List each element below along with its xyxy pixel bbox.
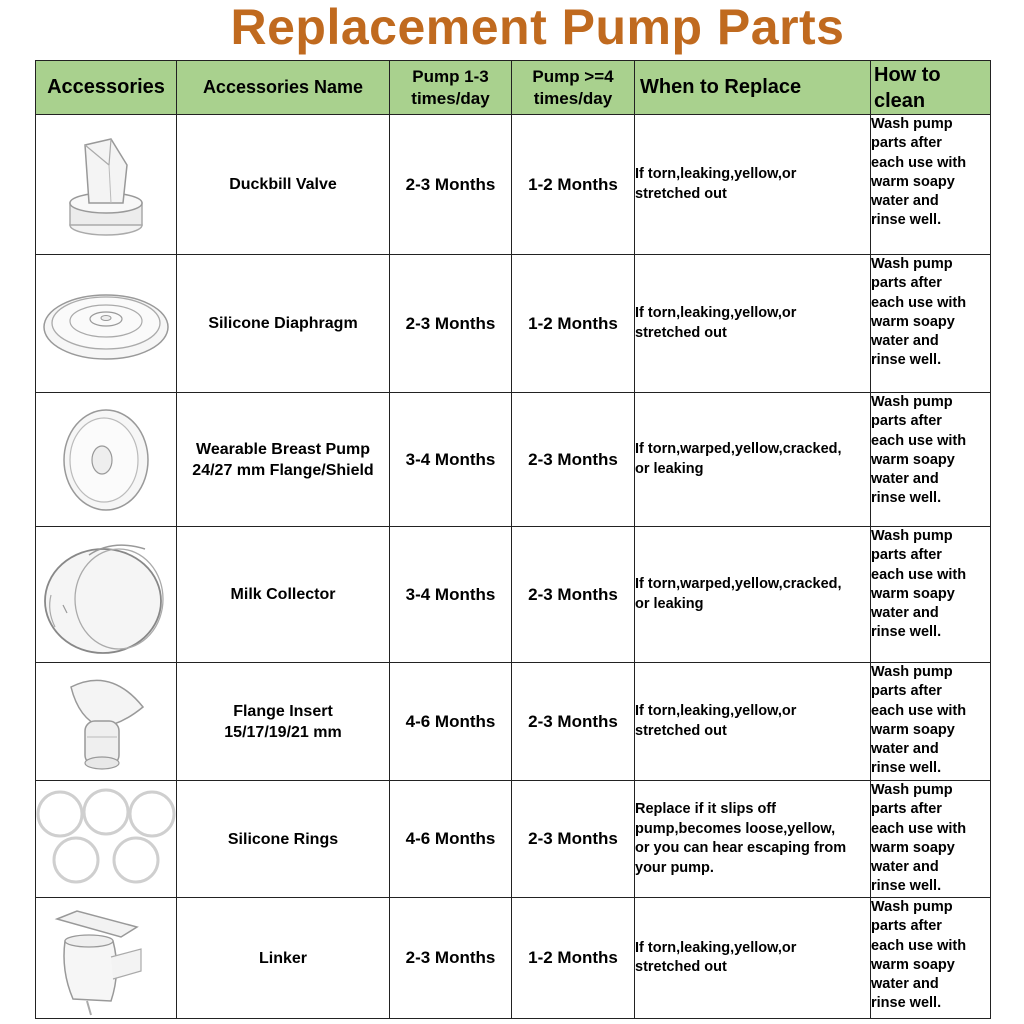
replace-interval-4-plus: 1-2 Months (512, 898, 635, 1019)
linker-image (51, 901, 161, 1016)
replace-interval-4-plus: 2-3 Months (512, 781, 635, 898)
replacement-parts-table (35, 60, 991, 1019)
when-to-replace: If torn,leaking,yellow,or stretched out (635, 255, 871, 393)
header-accessories-name: Accessories Name (177, 61, 390, 115)
header-accessories: Accessories (36, 61, 177, 115)
accessory-image-cell (36, 663, 177, 781)
accessory-name: Flange Insert 15/17/19/21 mm (177, 663, 390, 781)
accessory-name: Silicone Rings (177, 781, 390, 898)
table-row (36, 115, 991, 255)
page-title: Replacement Pump Parts (230, 0, 845, 55)
how-to-clean: Wash pump parts after each use with warm soapy water and rinse well. (871, 663, 991, 781)
header-how-to-clean: How to clean (871, 61, 991, 115)
accessory-image-cell (36, 527, 177, 663)
flange-shield-image (56, 405, 156, 515)
replace-interval-1-3: 3-4 Months (390, 527, 512, 663)
when-to-replace: If torn,leaking,yellow,or stretched out (635, 663, 871, 781)
when-to-replace: If torn,warped,yellow,cracked, or leaking (635, 393, 871, 527)
silicone-diaphragm-image (41, 279, 171, 369)
table-row (36, 898, 991, 1019)
duckbill-valve-image (51, 125, 161, 245)
how-to-clean: Wash pump parts after each use with warm soapy water and rinse well. (871, 898, 991, 1019)
replace-interval-1-3: 2-3 Months (390, 115, 512, 255)
milk-collector-image (41, 535, 171, 655)
accessory-image-cell (36, 255, 177, 393)
accessory-name: Linker (177, 898, 390, 1019)
replace-interval-1-3: 4-6 Months (390, 663, 512, 781)
accessory-image-cell (36, 115, 177, 255)
accessory-image-cell (36, 781, 177, 898)
accessory-name: Milk Collector (177, 527, 390, 663)
how-to-clean: Wash pump parts after each use with warm soapy water and rinse well. (871, 393, 991, 527)
header-pump-1-3: Pump 1-3 times/day (390, 61, 512, 115)
header-when-to-replace: When to Replace (635, 61, 871, 115)
accessory-name: Duckbill Valve (177, 115, 390, 255)
replace-interval-4-plus: 1-2 Months (512, 255, 635, 393)
replace-interval-4-plus: 2-3 Months (512, 527, 635, 663)
replace-interval-1-3: 3-4 Months (390, 393, 512, 527)
how-to-clean: Wash pump parts after each use with warm soapy water and rinse well. (871, 781, 991, 898)
table-row (36, 527, 991, 663)
flange-insert-image (51, 667, 161, 777)
when-to-replace: If torn,leaking,yellow,or stretched out (635, 115, 871, 255)
replace-interval-1-3: 2-3 Months (390, 898, 512, 1019)
silicone-rings-image (36, 784, 176, 894)
how-to-clean: Wash pump parts after each use with warm soapy water and rinse well. (871, 527, 991, 663)
how-to-clean: Wash pump parts after each use with warm soapy water and rinse well. (871, 115, 991, 255)
accessory-name: Wearable Breast Pump 24/27 mm Flange/Shield (177, 393, 390, 527)
table-row (36, 663, 991, 781)
accessory-image-cell (36, 393, 177, 527)
when-to-replace: If torn,warped,yellow,cracked, or leaking (635, 527, 871, 663)
header-row (36, 61, 991, 115)
replace-interval-4-plus: 2-3 Months (512, 663, 635, 781)
how-to-clean: Wash pump parts after each use with warm soapy water and rinse well. (871, 255, 991, 393)
table-row (36, 393, 991, 527)
when-to-replace: If torn,leaking,yellow,or stretched out (635, 898, 871, 1019)
table-row (36, 255, 991, 393)
header-pump-4-plus: Pump >=4 times/day (512, 61, 635, 115)
replace-interval-4-plus: 2-3 Months (512, 393, 635, 527)
when-to-replace: Replace if it slips off pump,becomes loose,yellow, or you can hear escaping from your pump. (635, 781, 871, 898)
replace-interval-1-3: 4-6 Months (390, 781, 512, 898)
replace-interval-4-plus: 1-2 Months (512, 115, 635, 255)
replace-interval-1-3: 2-3 Months (390, 255, 512, 393)
table-row (36, 781, 991, 898)
accessory-name: Silicone Diaphragm (177, 255, 390, 393)
accessory-image-cell (36, 898, 177, 1019)
